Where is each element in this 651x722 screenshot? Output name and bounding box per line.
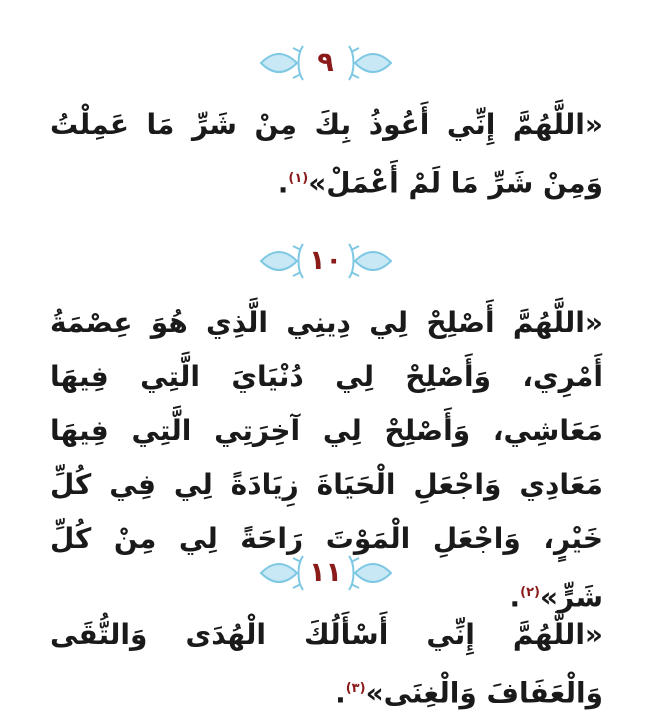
section-number: ١١	[309, 557, 342, 588]
dua-section-9	[0, 38, 651, 210]
dua-end-mark: .	[335, 676, 346, 710]
dua-line: «اللَّهُمَّ أَصْلِحْ لِي دِينِي الَّذِي هُوَ عِصْمَةُ أَمْرِي،	[50, 306, 603, 393]
dua-section-11	[0, 548, 651, 720]
dua-end-mark: .	[277, 166, 289, 200]
dua-line: «اللَّهُمَّ إِنِّي أَسْأَلُكَ الْهُدَى وَالتُّقَى وَالْعَفَافَ	[50, 618, 603, 710]
section-header	[0, 38, 651, 88]
dua-text	[50, 608, 603, 720]
section-number: ٩	[317, 47, 334, 78]
section-number: ١٠	[309, 245, 342, 276]
footnote-marker: (٢)	[520, 585, 540, 600]
dua-line: لَمْ أَعْمَلْ»	[308, 166, 441, 200]
dua-line: وَأَصْلِحْ لِي دُنْيَايَ الَّتِي فِيهَا مَعَاشِي، وَأَصْلِحْ لِي	[50, 360, 603, 447]
section-header	[0, 236, 651, 286]
dua-line: «اللَّهُمَّ إِنِّي أَعُوذُ بِكَ مِنْ شَرِّ مَا عَمِلْتُ وَمِنْ شَرِّ مَا	[50, 108, 603, 200]
dua-text	[50, 98, 603, 210]
dua-end-mark: .	[509, 580, 521, 614]
section-header	[0, 548, 651, 598]
footnote-marker: (١)	[288, 171, 309, 186]
footnote-marker: (٣)	[345, 681, 366, 696]
dua-line: كُلِّ خَيْرٍ، وَاجْعَلِ الْمَوْتَ رَاحَةً لِي مِنْ كُلِّ شَرٍّ»	[50, 468, 603, 614]
dua-line: وَالْغِنَى»	[365, 676, 477, 710]
dua-line: آخِرَتِي الَّتِي فِيهَا مَعَادِي وَاجْعَلِ الْحَيَاةَ زِيَادَةً لِي فِي	[50, 414, 604, 501]
